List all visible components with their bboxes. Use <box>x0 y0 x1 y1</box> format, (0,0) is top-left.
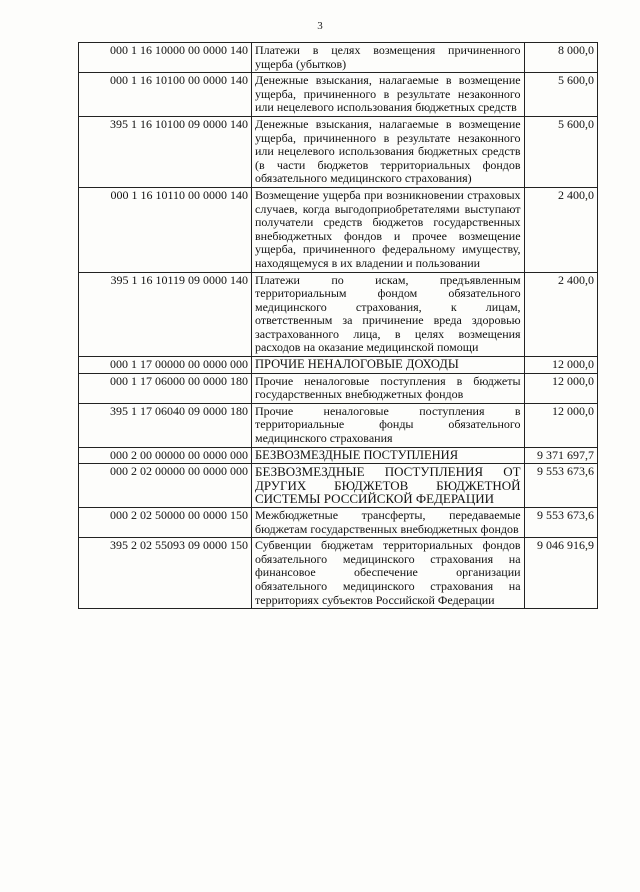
amount: 9 553 673,6 <box>524 508 597 538</box>
table-row <box>79 464 598 508</box>
budget-code: 000 2 00 00000 00 0000 000 <box>79 447 252 464</box>
table-row <box>79 116 598 187</box>
budget-code: 395 1 17 06040 09 0000 180 <box>79 403 252 447</box>
table-row <box>79 447 598 464</box>
revenue-name: БЕЗВОЗМЕЗДНЫЕ ПОСТУПЛЕНИЯ ОТ ДРУГИХ БЮДЖЕТОВ БЮДЖЕТНОЙ СИСТЕМЫ РОССИЙСКОЙ ФЕДЕРАЦИИ <box>252 464 525 508</box>
table-row <box>79 187 598 272</box>
table-row <box>79 373 598 403</box>
revenue-name: БЕЗВОЗМЕЗДНЫЕ ПОСТУПЛЕНИЯ <box>252 447 525 464</box>
table-row <box>79 43 598 73</box>
budget-code: 000 1 17 06000 00 0000 180 <box>79 373 252 403</box>
table-row <box>79 272 598 357</box>
amount: 9 371 697,7 <box>524 447 597 464</box>
budget-code: 395 1 16 10100 09 0000 140 <box>79 116 252 187</box>
amount: 12 000,0 <box>524 357 597 374</box>
revenue-name: ПРОЧИЕ НЕНАЛОГОВЫЕ ДОХОДЫ <box>252 357 525 374</box>
revenue-name: Межбюджетные трансферты, передаваемые бюджетам государственных внебюджетных фондов <box>252 508 525 538</box>
table-row <box>79 538 598 609</box>
revenue-name: Прочие неналоговые поступления в бюджеты государственных внебюджетных фондов <box>252 373 525 403</box>
table-row <box>79 357 598 374</box>
table-row <box>79 73 598 117</box>
budget-code: 395 2 02 55093 09 0000 150 <box>79 538 252 609</box>
budget-code: 000 2 02 50000 00 0000 150 <box>79 508 252 538</box>
amount: 12 000,0 <box>524 403 597 447</box>
revenue-name: Субвенции бюджетам территориальных фондов обязательного медицинского страхования на финансовое обеспечение организации обязательного медицинского страхования на территориях субъектов Российской Федерации <box>252 538 525 609</box>
budget-code: 000 1 16 10100 00 0000 140 <box>79 73 252 117</box>
amount: 5 600,0 <box>524 116 597 187</box>
amount: 2 400,0 <box>524 187 597 272</box>
revenue-name: Денежные взыскания, налагаемые в возмещение ущерба, причиненного в результате незаконного или нецелевого использования бюджетных средств <box>252 73 525 117</box>
revenue-name: Прочие неналоговые поступления в территориальные фонды обязательного медицинского страхования <box>252 403 525 447</box>
page-number: 3 <box>317 20 323 32</box>
amount: 2 400,0 <box>524 272 597 357</box>
revenue-name: Возмещение ущерба при возникновении страховых случаев, когда выгодоприобретателями выступают получатели средств бюджетов государственных внебюджетных фондов и прочее возмещение ущерба, причиненного федеральному имуществу, находящемуся в их владении и пользовании <box>252 187 525 272</box>
revenue-table <box>78 42 598 609</box>
table-row <box>79 508 598 538</box>
budget-code: 000 1 17 00000 00 0000 000 <box>79 357 252 374</box>
revenue-name: Денежные взыскания, налагаемые в возмещение ущерба, причиненного в результате незаконного или нецелевого использования бюджетных средств (в части бюджетов территориальных фондов обязательного медицинского страхования) <box>252 116 525 187</box>
budget-code: 000 2 02 00000 00 0000 000 <box>79 464 252 508</box>
revenue-name: Платежи по искам, предъявленным территориальным фондом обязательного медицинского страхования, к лицам, ответственным за причинение вреда здоровью застрахованного лица, в целях возмещения расходов на оказание медицинской помощи <box>252 272 525 357</box>
amount: 9 046 916,9 <box>524 538 597 609</box>
amount: 5 600,0 <box>524 73 597 117</box>
amount: 12 000,0 <box>524 373 597 403</box>
table-row <box>79 403 598 447</box>
budget-code: 395 1 16 10119 09 0000 140 <box>79 272 252 357</box>
revenue-name: Платежи в целях возмещения причиненного ущерба (убытков) <box>252 43 525 73</box>
amount: 8 000,0 <box>524 43 597 73</box>
budget-code: 000 1 16 10000 00 0000 140 <box>79 43 252 73</box>
amount: 9 553 673,6 <box>524 464 597 508</box>
budget-code: 000 1 16 10110 00 0000 140 <box>79 187 252 272</box>
